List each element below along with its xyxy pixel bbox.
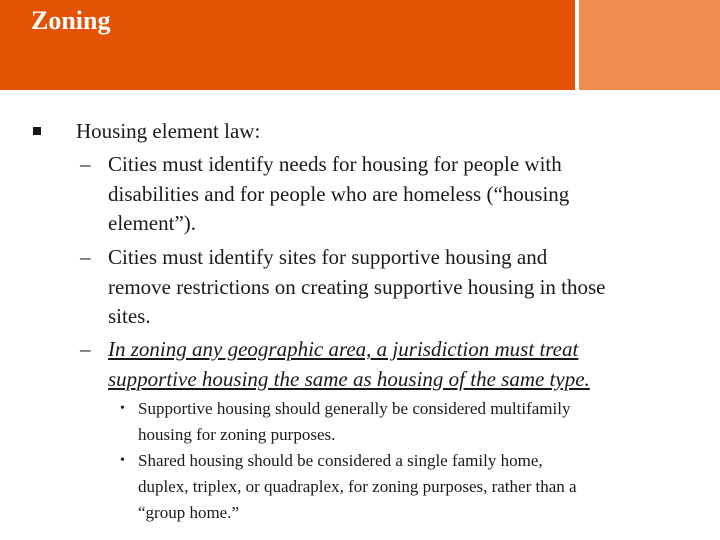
subpoint-housing-needs	[108, 150, 708, 239]
subpoint-zoning-rule	[108, 335, 708, 394]
dash-bullet-icon: –	[80, 245, 91, 269]
text-line: Cities must identify needs for housing for people with	[108, 152, 562, 176]
slide-title: Zoning	[31, 6, 111, 35]
bullet-housing-element-law: Housing element law:	[76, 119, 261, 143]
text-line: remove restrictions on creating supportive housing in those	[108, 274, 606, 299]
text-line: In zoning any geographic area, a jurisdiction must treat	[108, 337, 579, 361]
title-bar-accent	[579, 0, 720, 90]
text-line: Shared housing should be considered a single family home,	[138, 451, 543, 470]
detail-multifamily	[138, 396, 708, 448]
text-line: sites.	[108, 304, 151, 328]
text-line: “group home.”	[138, 503, 240, 522]
subpoint-supportive-sites	[108, 243, 708, 332]
text-line: duplex, triplex, or quadraplex, for zoning purposes, rather than a	[138, 477, 577, 496]
dot-bullet-icon: •	[120, 401, 125, 416]
text-line: Cities must identify sites for supportive housing and	[108, 245, 548, 269]
text-line: Supportive housing should generally be considered multifamily	[138, 399, 571, 418]
detail-shared-housing	[138, 448, 708, 526]
dash-bullet-icon: –	[80, 337, 91, 361]
text-line: disabilities and for people who are homeless (“housing	[108, 181, 570, 206]
text-line: housing for zoning purposes.	[138, 425, 336, 444]
square-bullet-icon	[33, 127, 41, 135]
text-line: supportive housing the same as housing of the same type.	[108, 366, 590, 391]
dot-bullet-icon: •	[120, 453, 125, 468]
text-line: element”).	[108, 211, 197, 235]
dash-bullet-icon: –	[80, 152, 91, 176]
